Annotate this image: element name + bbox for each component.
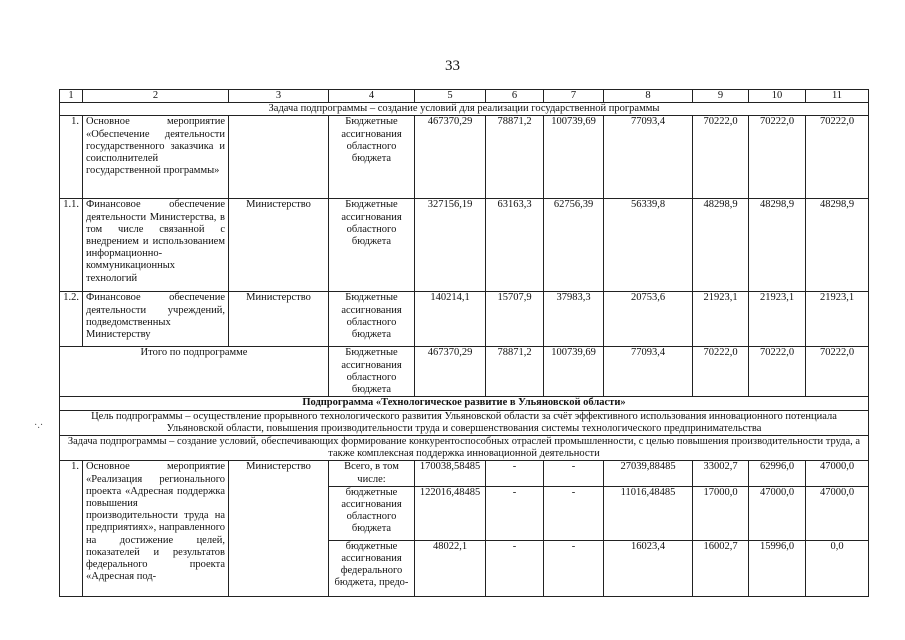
funding-source: Всего, в том числе:: [329, 461, 415, 486]
column-header: 5: [415, 90, 486, 103]
value-cell: 70222,0: [806, 116, 869, 199]
subprogram-title: Подпрограмма «Технологическое развитие в Ульяновской области»: [60, 397, 869, 410]
value-cell: 47000,0: [806, 461, 869, 486]
value-cell: 47000,0: [806, 486, 869, 540]
activity-name: Финансовое обеспечение деятельности учреждений, подведомственных Министерству: [83, 292, 229, 347]
value-cell: 70222,0: [749, 116, 806, 199]
row-number: 1.: [60, 461, 83, 596]
value-cell: 70222,0: [693, 347, 749, 397]
value-cell: 78871,2: [486, 347, 544, 397]
task-header-row: [60, 103, 869, 116]
funding-source: Бюджетные ассигнования областного бюджета: [329, 292, 415, 347]
column-number-row: [60, 90, 869, 103]
task-header-row: [60, 436, 869, 461]
table-row: [60, 292, 869, 347]
value-cell: -: [544, 486, 604, 540]
column-header: 11: [806, 90, 869, 103]
value-cell: 21923,1: [693, 292, 749, 347]
funding-source: Бюджетные ассигнования областного бюджета: [329, 199, 415, 292]
funding-source: Бюджетные ассигнования областного бюджета: [329, 347, 415, 397]
executor: Министерство: [229, 292, 329, 347]
column-header: 6: [486, 90, 544, 103]
value-cell: 170038,58485: [415, 461, 486, 486]
value-cell: 33002,7: [693, 461, 749, 486]
value-cell: 48298,9: [693, 199, 749, 292]
value-cell: 21923,1: [749, 292, 806, 347]
value-cell: 37983,3: [544, 292, 604, 347]
value-cell: 70222,0: [806, 347, 869, 397]
value-cell: 48022,1: [415, 540, 486, 596]
value-cell: 48298,9: [749, 199, 806, 292]
value-cell: -: [544, 540, 604, 596]
table-row: [60, 461, 869, 486]
executor: Министерство: [229, 461, 329, 596]
row-number: 1.1.: [60, 199, 83, 292]
value-cell: 16002,7: [693, 540, 749, 596]
activity-name: Основное мероприятие «Обеспечение деятельности государственного заказчика и соисполнителей государственной программы»: [83, 116, 229, 199]
value-cell: 15996,0: [749, 540, 806, 596]
column-header: 2: [83, 90, 229, 103]
value-cell: -: [486, 540, 544, 596]
row-number: 1.2.: [60, 292, 83, 347]
total-row: [60, 347, 869, 397]
executor: [229, 116, 329, 199]
column-header: 3: [229, 90, 329, 103]
row-number: 1.: [60, 116, 83, 199]
value-cell: 21923,1: [806, 292, 869, 347]
column-header: 9: [693, 90, 749, 103]
subprogram-goal: Цель подпрограммы – осуществление прорывного технологического развития Ульяновской области за счёт эффективного использования инновационного потенциала Ульяновской области, повышения производительности труда и совершенствования системы технологического предпринимательства: [60, 410, 869, 435]
value-cell: 70222,0: [693, 116, 749, 199]
column-header: 7: [544, 90, 604, 103]
value-cell: -: [486, 486, 544, 540]
value-cell: 467370,29: [415, 347, 486, 397]
funding-source: бюджетные ассигнования областного бюджета: [329, 486, 415, 540]
goal-row: [60, 410, 869, 435]
value-cell: 70222,0: [749, 347, 806, 397]
value-cell: 140214,1: [415, 292, 486, 347]
value-cell: -: [544, 461, 604, 486]
value-cell: 100739,69: [544, 116, 604, 199]
funding-source: бюджетные ассигнования федерального бюджета, предо-: [329, 540, 415, 596]
column-header: 10: [749, 90, 806, 103]
value-cell: 327156,19: [415, 199, 486, 292]
value-cell: 56339,8: [604, 199, 693, 292]
value-cell: 467370,29: [415, 116, 486, 199]
table-row: [60, 116, 869, 199]
value-cell: 17000,0: [693, 486, 749, 540]
table-row: [60, 199, 869, 292]
value-cell: 62996,0: [749, 461, 806, 486]
value-cell: 20753,6: [604, 292, 693, 347]
value-cell: 0,0: [806, 540, 869, 596]
funding-source: Бюджетные ассигнования областного бюджета: [329, 116, 415, 199]
activity-name: Основное мероприятие «Реализация регионального проекта «Адресная поддержка повышения производительности труда на предприятиях», направленного на достижение целей, показателей и результатов федерального проекта «Адресная под-: [83, 461, 229, 596]
column-header: 4: [329, 90, 415, 103]
executor: Министерство: [229, 199, 329, 292]
budget-table: [59, 89, 869, 597]
value-cell: 15707,9: [486, 292, 544, 347]
column-header: 1: [60, 90, 83, 103]
value-cell: 16023,4: [604, 540, 693, 596]
value-cell: 77093,4: [604, 116, 693, 199]
total-label: Итого по подпрограмме: [60, 347, 329, 397]
value-cell: 27039,88485: [604, 461, 693, 486]
activity-name: Финансовое обеспечение деятельности Министерства, в том числе связанной с внедрением и использованием информационно-коммуникационных технологий: [83, 199, 229, 292]
value-cell: 77093,4: [604, 347, 693, 397]
value-cell: 122016,48485: [415, 486, 486, 540]
value-cell: 78871,2: [486, 116, 544, 199]
page-number: 33: [445, 58, 460, 74]
value-cell: 62756,39: [544, 199, 604, 292]
value-cell: 100739,69: [544, 347, 604, 397]
task-header: Задача подпрограммы – создание условий для реализации государственной программы: [60, 103, 869, 116]
subprogram-title-row: [60, 397, 869, 410]
value-cell: 63163,3: [486, 199, 544, 292]
value-cell: 47000,0: [749, 486, 806, 540]
task-header: Задача подпрограммы – создание условий, обеспечивающих формирование конкурентоспособных отраслей промышленности, с целью повышения производительности труда, а также комплексная поддержка инновационной деятельности: [60, 436, 869, 461]
value-cell: 11016,48485: [604, 486, 693, 540]
value-cell: 48298,9: [806, 199, 869, 292]
value-cell: -: [486, 461, 544, 486]
margin-mark: ·.·: [34, 420, 44, 431]
column-header: 8: [604, 90, 693, 103]
